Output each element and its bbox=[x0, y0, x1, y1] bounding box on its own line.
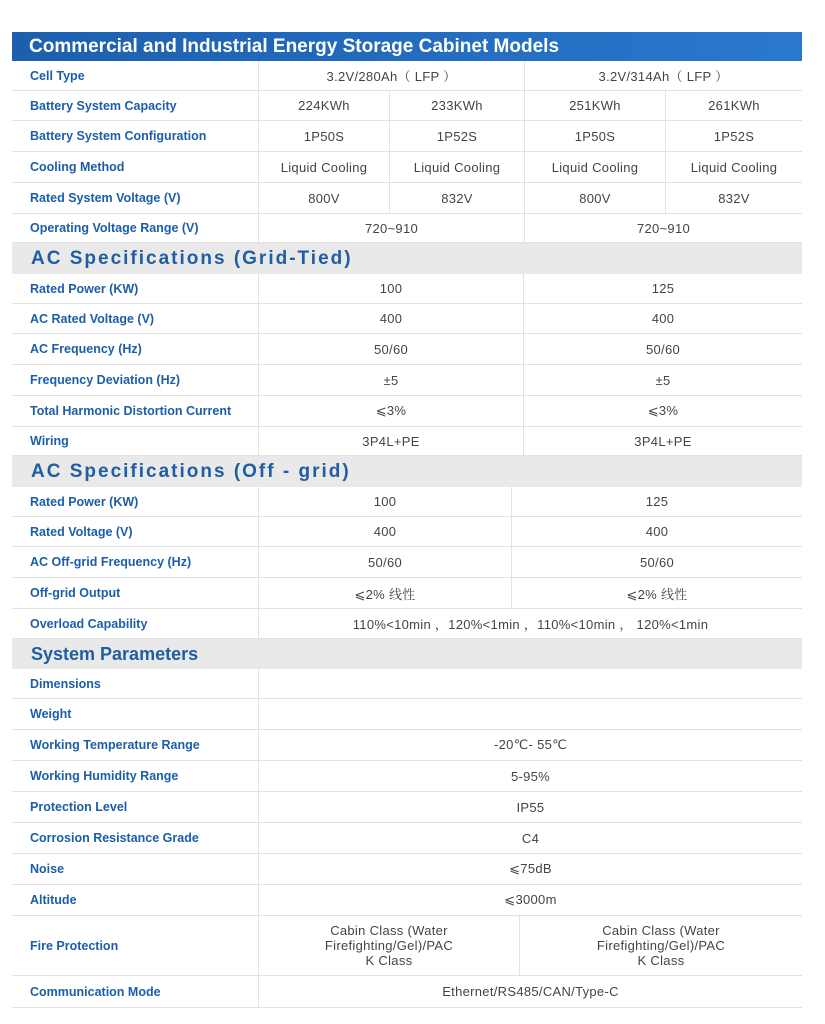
row-value bbox=[520, 916, 802, 975]
row-value: 5-95% bbox=[510, 768, 551, 784]
row-label: Rated System Voltage (V) bbox=[12, 183, 259, 213]
row-value: 3.2V/280Ah（ LFP ） bbox=[259, 61, 525, 90]
spec-sheet bbox=[12, 32, 802, 1008]
page-title: Commercial and Industrial Energy Storage Cabinet Models bbox=[12, 32, 802, 61]
row-value: 832V bbox=[390, 183, 525, 213]
row-label: Overload Capability bbox=[12, 609, 259, 638]
row-value: 50/60 bbox=[639, 554, 675, 570]
row-value: Liquid Cooling bbox=[525, 152, 666, 182]
row-value: 100 bbox=[259, 487, 512, 516]
row-label: Battery System Configuration bbox=[12, 121, 259, 151]
row-value: 1P52S bbox=[713, 128, 755, 144]
spec-row bbox=[12, 396, 802, 427]
row-value: ⩽2% 线性 bbox=[626, 586, 688, 602]
row-value: 832V bbox=[718, 190, 750, 206]
row-value: ⩽3000m bbox=[504, 892, 557, 907]
row-value: 3P4L+PE bbox=[634, 433, 692, 449]
row-label: Rated Voltage (V) bbox=[12, 517, 259, 546]
row-value: Liquid Cooling bbox=[259, 152, 390, 182]
row-value: ⩽3% bbox=[259, 396, 524, 426]
spec-row bbox=[12, 487, 802, 517]
spec-row bbox=[12, 517, 802, 547]
spec-row-cooling bbox=[12, 152, 802, 183]
spec-row-communication bbox=[12, 976, 802, 1008]
row-value: ±5 bbox=[259, 365, 524, 395]
row-value: 251KWh bbox=[525, 91, 666, 120]
row-label: Total Harmonic Distortion Current bbox=[12, 396, 259, 426]
row-value: 3.2V/314Ah（ LFP ） bbox=[598, 69, 729, 84]
row-label: AC Frequency (Hz) bbox=[12, 334, 259, 364]
row-label: Rated Power (KW) bbox=[12, 487, 259, 516]
spec-row-rated-voltage bbox=[12, 183, 802, 214]
spec-row-capacity bbox=[12, 91, 802, 121]
fire-line: Cabin Class (Water bbox=[330, 923, 448, 938]
row-value: Liquid Cooling bbox=[390, 152, 525, 182]
spec-row-noise bbox=[12, 854, 802, 885]
row-label: Dimensions bbox=[12, 669, 259, 698]
row-value: Liquid Cooling bbox=[690, 159, 778, 175]
spec-row-dimensions bbox=[12, 669, 802, 699]
section-heading-system: System Parameters bbox=[12, 639, 802, 669]
row-label: AC Off-grid Frequency (Hz) bbox=[12, 547, 259, 577]
row-value: 720~910 bbox=[636, 220, 691, 236]
row-label: Battery System Capacity bbox=[12, 91, 259, 120]
row-value: 125 bbox=[651, 281, 675, 296]
spec-row-protection bbox=[12, 792, 802, 823]
row-label: Cooling Method bbox=[12, 152, 259, 182]
row-value: 400 bbox=[645, 524, 669, 539]
row-value: 50/60 bbox=[259, 547, 512, 577]
fire-line: Cabin Class (Water bbox=[602, 923, 720, 938]
row-label: Wiring bbox=[12, 427, 259, 455]
row-label: Protection Level bbox=[12, 792, 259, 822]
row-value: 400 bbox=[651, 311, 675, 326]
spec-row bbox=[12, 578, 802, 609]
row-value: 800V bbox=[525, 183, 666, 213]
row-label: Communication Mode bbox=[12, 976, 259, 1007]
fire-line: K Class bbox=[365, 953, 413, 968]
section-heading-ac-off-grid: AC Specifications (Off - grid) bbox=[12, 456, 802, 487]
spec-row bbox=[12, 547, 802, 578]
row-value: 261KWh bbox=[708, 98, 760, 113]
row-value: ±5 bbox=[655, 372, 671, 388]
row-value: 400 bbox=[259, 517, 512, 546]
spec-row-temperature bbox=[12, 730, 802, 761]
row-label: Working Humidity Range bbox=[12, 761, 259, 791]
fire-line: K Class bbox=[637, 953, 685, 968]
row-value bbox=[259, 699, 802, 729]
row-value: IP55 bbox=[516, 799, 545, 815]
row-label: Working Temperature Range bbox=[12, 730, 259, 760]
spec-row-operating-range bbox=[12, 214, 802, 243]
spec-row-weight bbox=[12, 699, 802, 730]
row-value: ⩽2% 线性 bbox=[259, 578, 512, 608]
row-value: 50/60 bbox=[259, 334, 524, 364]
row-label: AC Rated Voltage (V) bbox=[12, 304, 259, 333]
spec-row bbox=[12, 334, 802, 365]
row-label: Altitude bbox=[12, 885, 259, 915]
row-value bbox=[259, 916, 520, 975]
spec-row-fire-protection bbox=[12, 916, 802, 976]
spec-row-corrosion bbox=[12, 823, 802, 854]
spec-row-humidity bbox=[12, 761, 802, 792]
row-label: Frequency Deviation (Hz) bbox=[12, 365, 259, 395]
spec-row-altitude bbox=[12, 885, 802, 916]
spec-row-configuration bbox=[12, 121, 802, 152]
fire-line: Firefighting/Gel)/PAC bbox=[596, 938, 726, 953]
row-value: 1P50S bbox=[259, 121, 390, 151]
row-value: 3P4L+PE bbox=[259, 427, 524, 455]
row-value: 224KWh bbox=[259, 91, 390, 120]
row-value: C4 bbox=[521, 830, 540, 846]
row-value: ⩽75dB bbox=[509, 861, 552, 876]
spec-row bbox=[12, 365, 802, 396]
section-heading-ac-grid: AC Specifications (Grid-Tied) bbox=[12, 243, 802, 274]
spec-row-overload bbox=[12, 609, 802, 639]
row-value: 233KWh bbox=[390, 91, 525, 120]
row-label: Corrosion Resistance Grade bbox=[12, 823, 259, 853]
row-value bbox=[259, 669, 802, 698]
row-label: Rated Power (KW) bbox=[12, 274, 259, 303]
row-value: ⩽3% bbox=[647, 403, 679, 418]
row-label: Fire Protection bbox=[12, 916, 259, 975]
row-label: Operating Voltage Range (V) bbox=[12, 214, 259, 242]
row-value: 1P52S bbox=[390, 121, 525, 151]
row-value: 110%<10min ，120%<1min ，110%<10min ， 120%<1min bbox=[352, 617, 709, 632]
row-value: 800V bbox=[259, 183, 390, 213]
row-value: -20℃- 55℃ bbox=[493, 737, 568, 752]
spec-row-cell-type bbox=[12, 61, 802, 91]
row-value: Ethernet/RS485/CAN/Type-C bbox=[442, 984, 619, 999]
fire-line: Firefighting/Gel)/PAC bbox=[324, 938, 454, 953]
row-label: Off-grid Output bbox=[12, 578, 259, 608]
row-label: Noise bbox=[12, 854, 259, 884]
row-value: 400 bbox=[259, 304, 524, 333]
row-value: 100 bbox=[259, 274, 524, 303]
spec-row bbox=[12, 304, 802, 334]
spec-row bbox=[12, 427, 802, 456]
row-value: 50/60 bbox=[645, 341, 681, 357]
row-label: Cell Type bbox=[12, 61, 259, 90]
row-value: 125 bbox=[645, 494, 669, 509]
spec-row bbox=[12, 274, 802, 304]
row-value: 1P50S bbox=[525, 121, 666, 151]
row-value: 720~910 bbox=[259, 214, 525, 242]
row-label: Weight bbox=[12, 699, 259, 729]
